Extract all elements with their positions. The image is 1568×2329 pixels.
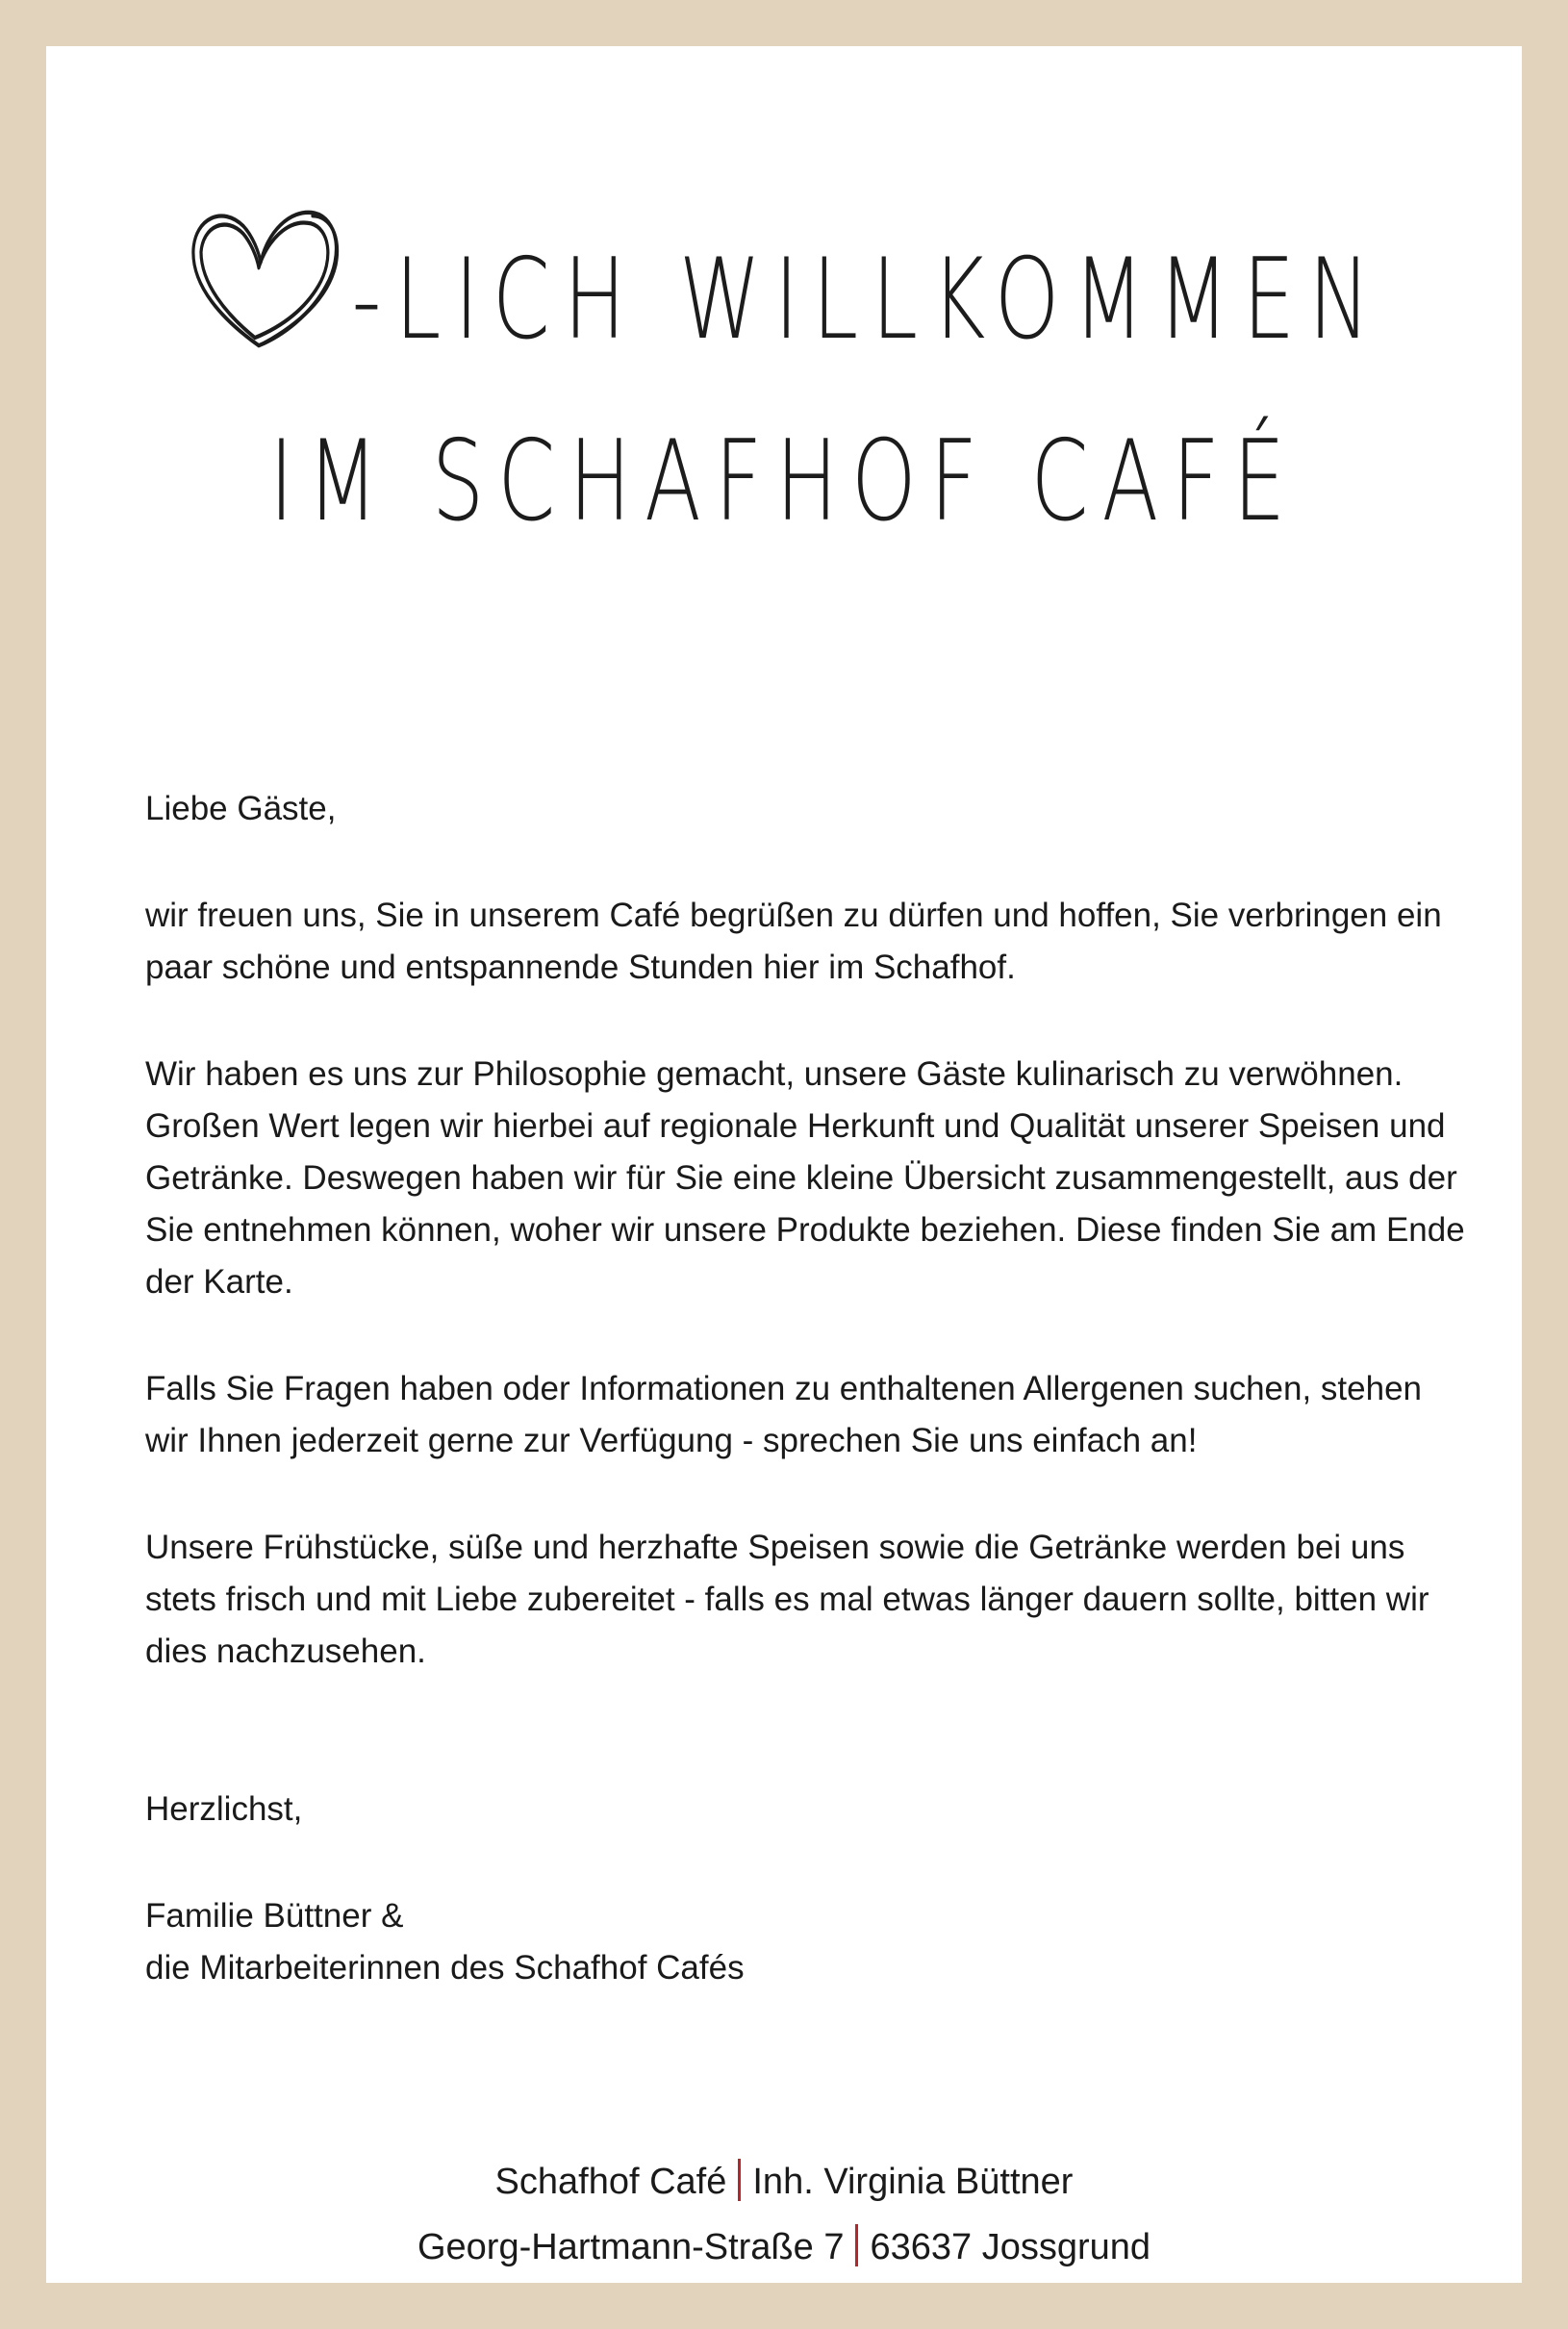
salutation: Liebe Gäste, <box>145 790 337 827</box>
headline-text-1: -LICH WILLKOMMEN <box>351 235 1384 366</box>
separator <box>738 2159 741 2201</box>
street: Georg-Hartmann-Straße 7 <box>417 2227 845 2267</box>
menu-card <box>46 46 1522 2283</box>
welcome-letter <box>145 783 1473 1994</box>
paragraph-4: Unsere Frühstücke, süße und herzhafte Speisen sowie die Getränke werden bei uns stets frisch und mit Liebe zubereitet - falls es mal etwas länger dauern sollte, bitten wir dies nachzusehen. <box>145 1529 1429 1670</box>
headline-line-2: IM SCHAFHOF CAFÉ <box>268 417 1300 547</box>
paragraph-2: Wir haben es uns zur Philosophie gemacht, unsere Gäste kulinarisch zu verwöhnen. Großen Wert legen wir hierbei auf regionale Herkunft und Qualität unserer Speisen und Getränke. Deswegen haben wir für Sie eine kleine Übersicht zusammengestellt, aus der Sie entnehmen können, woher wir unsere Produkte beziehen. Diese finden Sie am Ende der Karte. <box>145 1055 1465 1301</box>
welcome-headline <box>46 200 1522 572</box>
signature-line-1: Familie Büttner & <box>145 1897 404 1935</box>
address-footer <box>46 2149 1522 2280</box>
paragraph-3: Falls Sie Fragen haben oder Informationen zu enthaltenen Allergenen suchen, stehen wir Ihnen jederzeit gerne zur Verfügung - sprechen Sie uns einfach an! <box>145 1370 1423 1459</box>
paragraph-1: wir freuen uns, Sie in unserem Café begrüßen zu dürfen und hoffen, Sie verbringen ein paar schöne und entspannende Stunden hier im Schafhof. <box>145 897 1442 986</box>
headline-line-1 <box>46 200 1522 391</box>
heart-icon <box>184 200 347 356</box>
separator <box>855 2224 858 2266</box>
city: 63637 Jossgrund <box>870 2227 1151 2267</box>
footer-line-2 <box>46 2215 1522 2280</box>
signature-line-2: die Mitarbeiterinnen des Schafhof Cafés <box>145 1949 745 1987</box>
closing: Herzlichst, <box>145 1790 303 1828</box>
footer-line-1 <box>46 2149 1522 2215</box>
owner: Inh. Virginia Büttner <box>752 2162 1074 2202</box>
cafe-name: Schafhof Café <box>494 2162 727 2202</box>
